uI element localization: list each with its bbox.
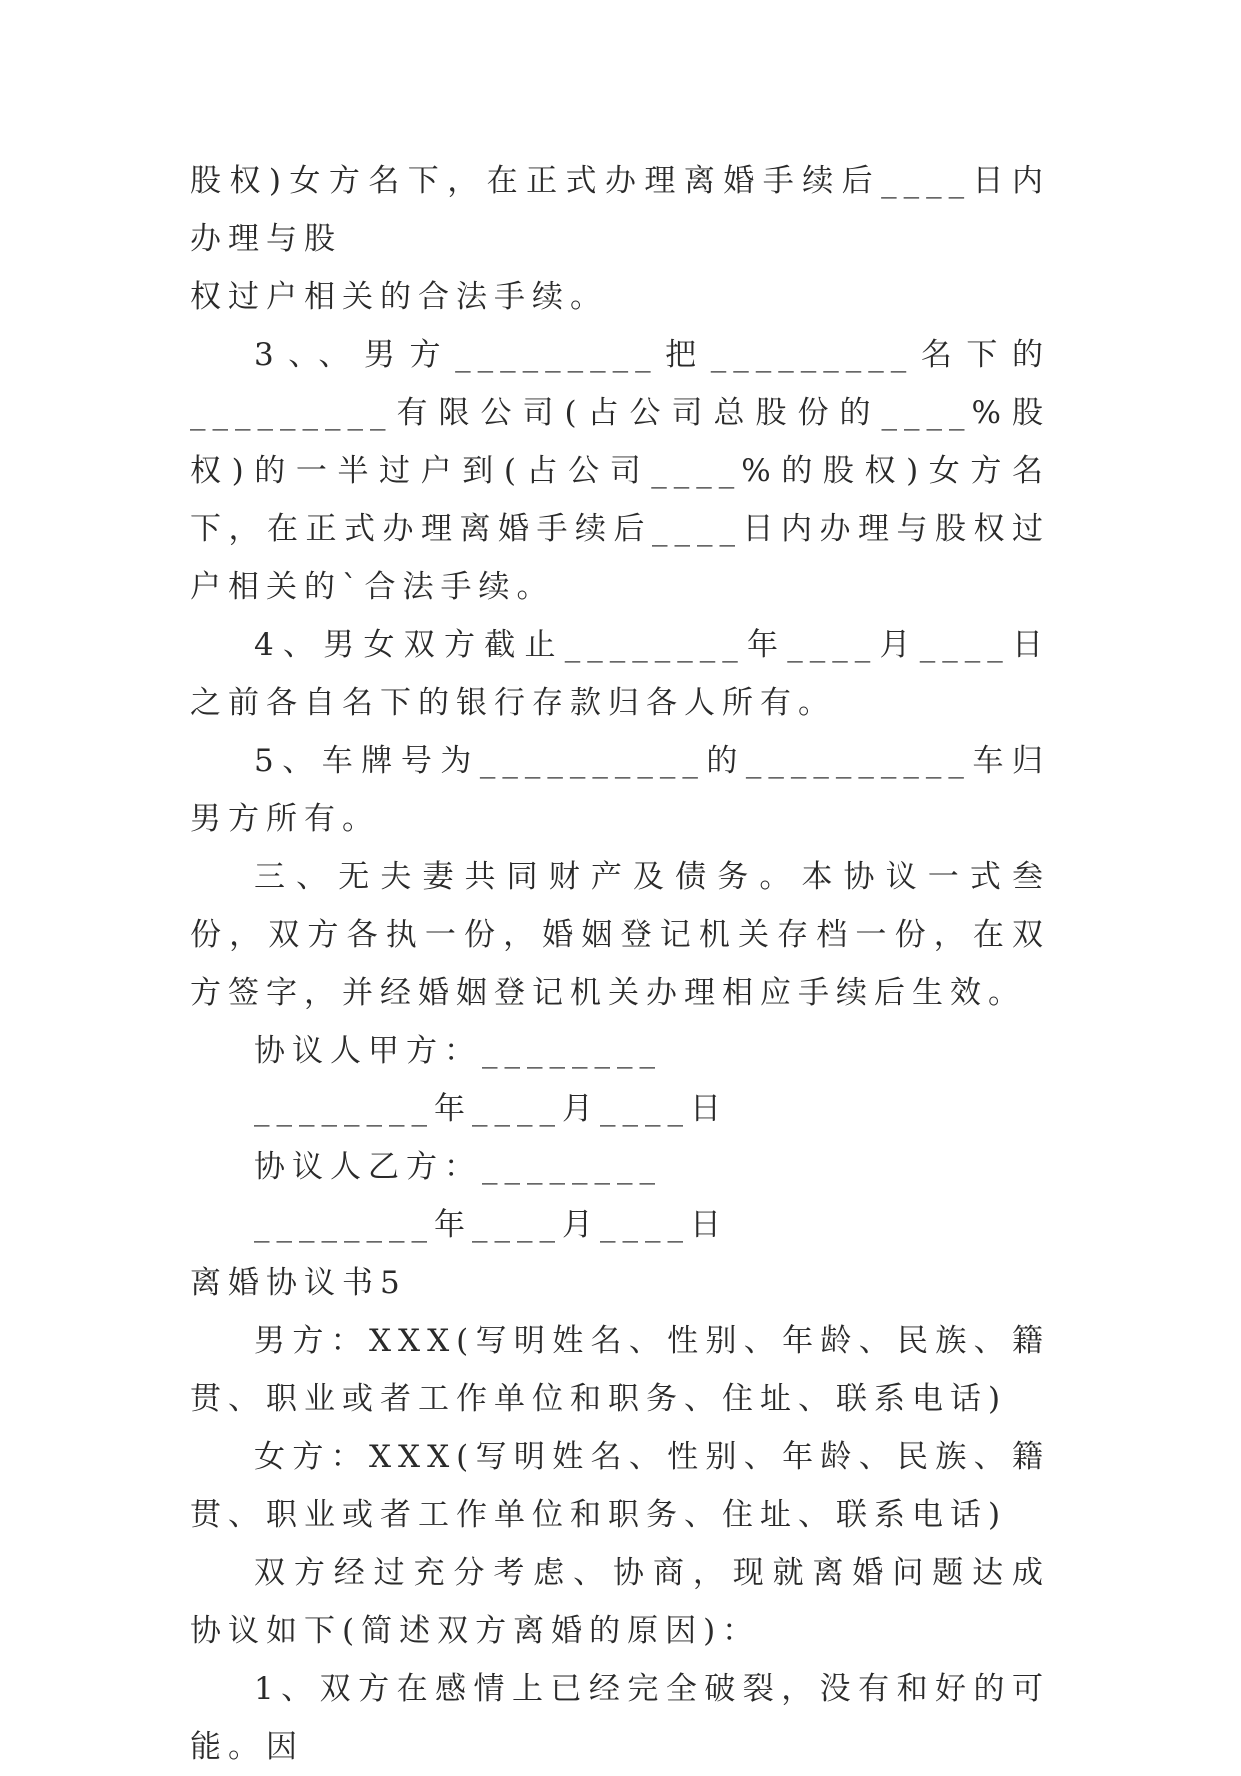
signature-party-a: 协议人甲方：________ [254, 1033, 662, 1069]
paragraph-line: 权过户相关的合法手续。 [190, 279, 608, 315]
paragraph-male-party: 男方：XXX(写明姓名、性别、年龄、民族、籍贯、职业或者工作单位和职务、住址、联系电话) [190, 1323, 1050, 1417]
paragraph-line: 股权)女方名下，在正式办理离婚手续后____日内办理与股 [190, 163, 1050, 257]
paragraph-clause-5: 5、车牌号为__________的__________车归男方所有。 [190, 743, 1050, 837]
paragraph-clause-3: 3、、男方_________把_________名下的_________有限公司(占公司总股份的____%股权)的一半过户到(占公司____%的股权)女方名下，在正式办理离婚手续后____日内办理与股权过户相关的`合法手续。 [190, 337, 1050, 605]
document-page [190, 152, 1050, 1776]
paragraph-clause-three: 三、无夫妻共同财产及债务。本协议一式叁份，双方各执一份，婚姻登记机关存档一份，在双方签字，并经婚姻登记机关办理相应手续后生效。 [190, 859, 1050, 1011]
paragraph-clause-4: 4、男女双方截止________年____月____日之前各自名下的银行存款归各人所有。 [190, 627, 1050, 721]
paragraph-equity-continued [190, 152, 1050, 326]
paragraph-intro: 双方经过充分考虑、协商，现就离婚问题达成协议如下(简述双方离婚的原因)： [190, 1555, 1050, 1649]
paragraph-female-party: 女方：XXX(写明姓名、性别、年龄、民族、籍贯、职业或者工作单位和职务、住址、联系电话) [190, 1439, 1050, 1533]
signature-date-b: ________年____月____日 [254, 1207, 728, 1243]
signature-party-b: 协议人乙方：________ [254, 1149, 662, 1185]
section-title: 离婚协议书5 [190, 1265, 407, 1301]
paragraph-item-1: 1、双方在感情上已经完全破裂，没有和好的可能。因 [190, 1671, 1050, 1765]
signature-date-a: ________年____月____日 [254, 1091, 728, 1127]
